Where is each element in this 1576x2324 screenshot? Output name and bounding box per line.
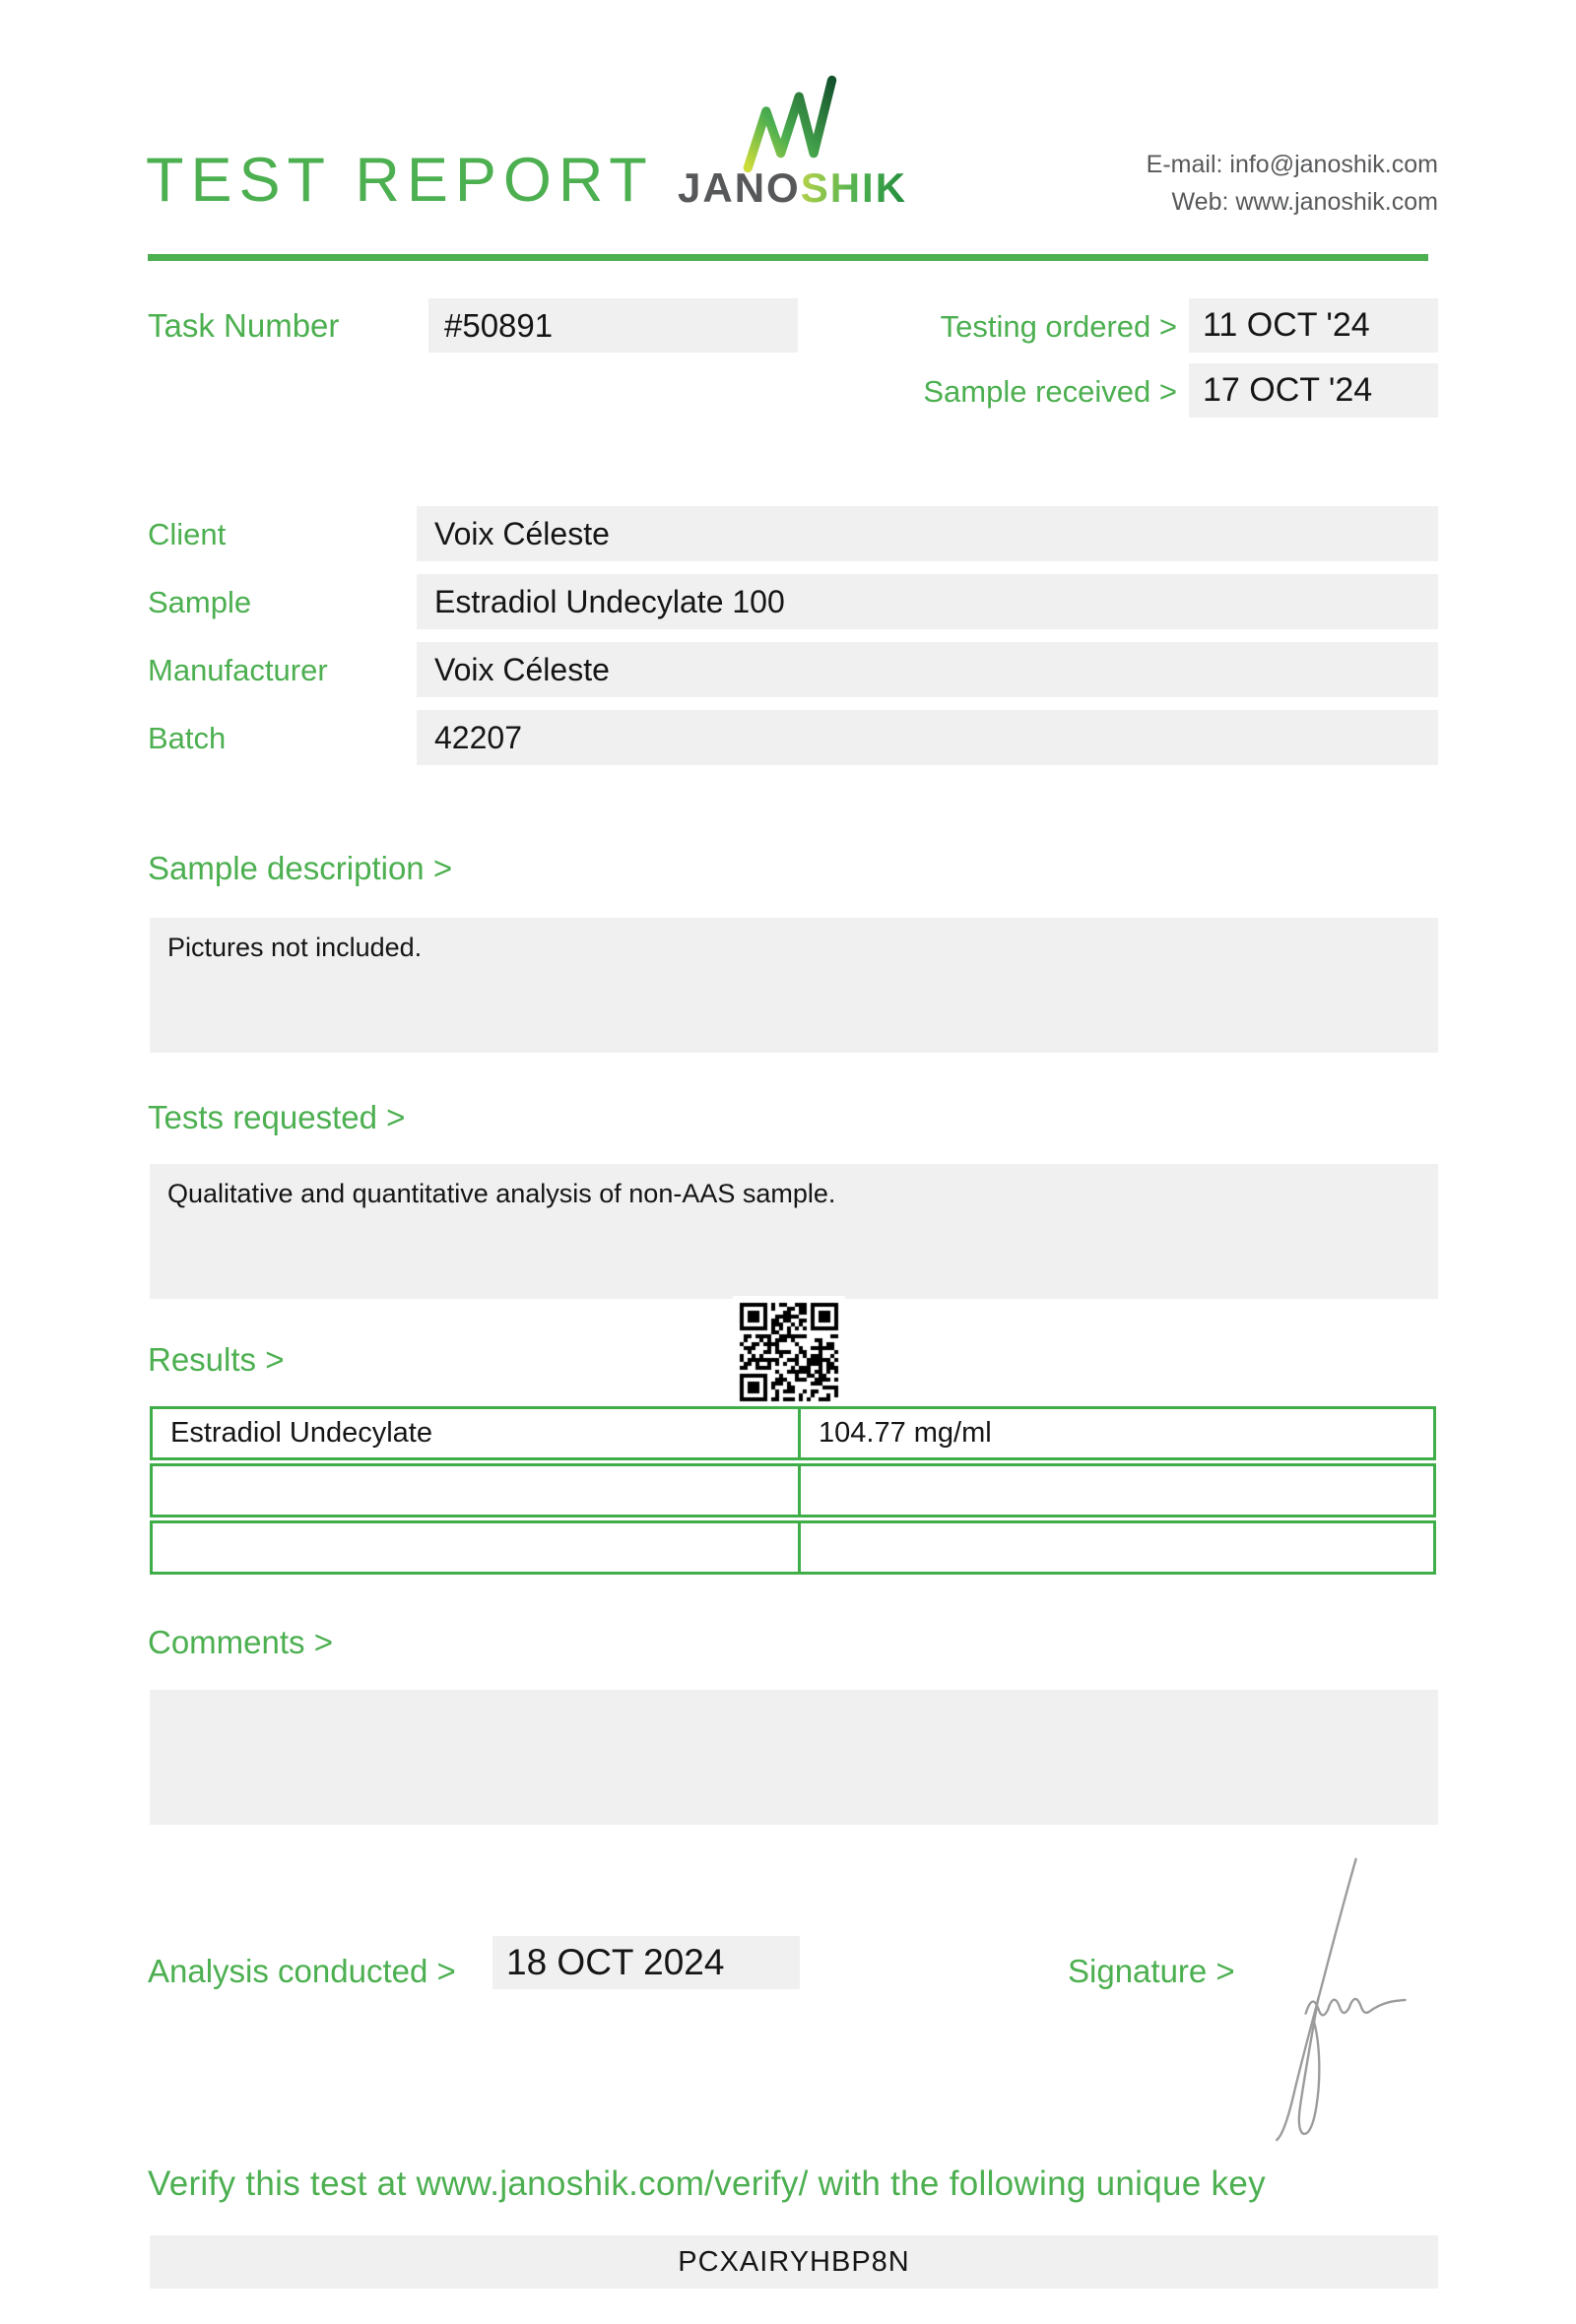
results-table bbox=[150, 1406, 1436, 1578]
analysis-date-box bbox=[492, 1936, 800, 1989]
logo-wordmark bbox=[678, 164, 908, 211]
sample-value: Estradiol Undecylate 100 bbox=[434, 584, 785, 619]
comments-text bbox=[150, 1690, 1438, 1702]
batch-value-box bbox=[417, 710, 1438, 765]
sample-label: Sample bbox=[148, 585, 252, 619]
testing-ordered-box bbox=[1189, 298, 1438, 353]
sample-received-label: Sample received > bbox=[923, 374, 1177, 409]
contact-info bbox=[1147, 146, 1438, 221]
tests-requested-box bbox=[150, 1164, 1438, 1299]
result-analyte bbox=[153, 1466, 801, 1515]
results-label: Results > bbox=[148, 1341, 285, 1378]
logo-wordmark-shik: SHIK bbox=[800, 164, 908, 211]
qr-code bbox=[733, 1296, 845, 1408]
verify-instruction: Verify this test at www.janoshik.com/verify/ with the following unique key bbox=[148, 2164, 1266, 2203]
sample-value-box bbox=[417, 574, 1438, 629]
contact-web: Web: www.janoshik.com bbox=[1171, 188, 1438, 216]
header-divider bbox=[148, 254, 1428, 261]
comments-box bbox=[150, 1690, 1438, 1825]
result-value bbox=[801, 1466, 1433, 1515]
manufacturer-value-box bbox=[417, 642, 1438, 697]
contact-email: E-mail: info@janoshik.com bbox=[1146, 151, 1438, 178]
logo-wordmark-jano: JANO bbox=[678, 164, 801, 211]
sample-description-text: Pictures not included. bbox=[167, 933, 423, 962]
comments-label: Comments > bbox=[148, 1624, 333, 1660]
batch-label: Batch bbox=[148, 721, 227, 755]
table-row bbox=[150, 1520, 1436, 1575]
tests-requested-text: Qualitative and quantitative analysis of non-AAS sample. bbox=[167, 1179, 836, 1208]
signature-label: Signature > bbox=[1068, 1953, 1235, 1989]
unique-key: PCXAIRYHBP8N bbox=[678, 2246, 910, 2278]
task-number-box bbox=[428, 298, 798, 353]
unique-key-box bbox=[150, 2235, 1438, 2289]
page-title: TEST REPORT bbox=[146, 146, 654, 215]
client-label: Client bbox=[148, 517, 227, 551]
table-row bbox=[150, 1406, 1436, 1460]
client-value: Voix Céleste bbox=[434, 516, 610, 551]
analysis-date: 18 OCT 2024 bbox=[506, 1942, 725, 1982]
task-number-label: Task Number bbox=[148, 307, 340, 344]
result-analyte: Estradiol Undecylate bbox=[153, 1409, 801, 1457]
client-value-box bbox=[417, 506, 1438, 561]
manufacturer-label: Manufacturer bbox=[148, 653, 328, 687]
analysis-conducted-label: Analysis conducted > bbox=[148, 1953, 456, 1989]
result-value: 104.77 mg/ml bbox=[819, 1417, 992, 1449]
result-value bbox=[801, 1523, 1433, 1572]
testing-ordered-label: Testing ordered > bbox=[940, 309, 1177, 344]
batch-value: 42207 bbox=[434, 720, 522, 755]
sample-description-box bbox=[150, 918, 1438, 1053]
task-number-value: #50891 bbox=[444, 307, 554, 344]
result-analyte bbox=[153, 1523, 801, 1572]
signature-scribble bbox=[1263, 1853, 1409, 2143]
manufacturer-value: Voix Céleste bbox=[434, 652, 610, 687]
sample-received-box bbox=[1189, 363, 1438, 418]
sample-received-date: 17 OCT '24 bbox=[1203, 371, 1373, 409]
testing-ordered-date: 11 OCT '24 bbox=[1203, 306, 1370, 344]
logo-chart-icon bbox=[739, 73, 839, 173]
sample-description-label: Sample description > bbox=[148, 850, 453, 886]
table-row bbox=[150, 1463, 1436, 1517]
tests-requested-label: Tests requested > bbox=[148, 1099, 406, 1135]
